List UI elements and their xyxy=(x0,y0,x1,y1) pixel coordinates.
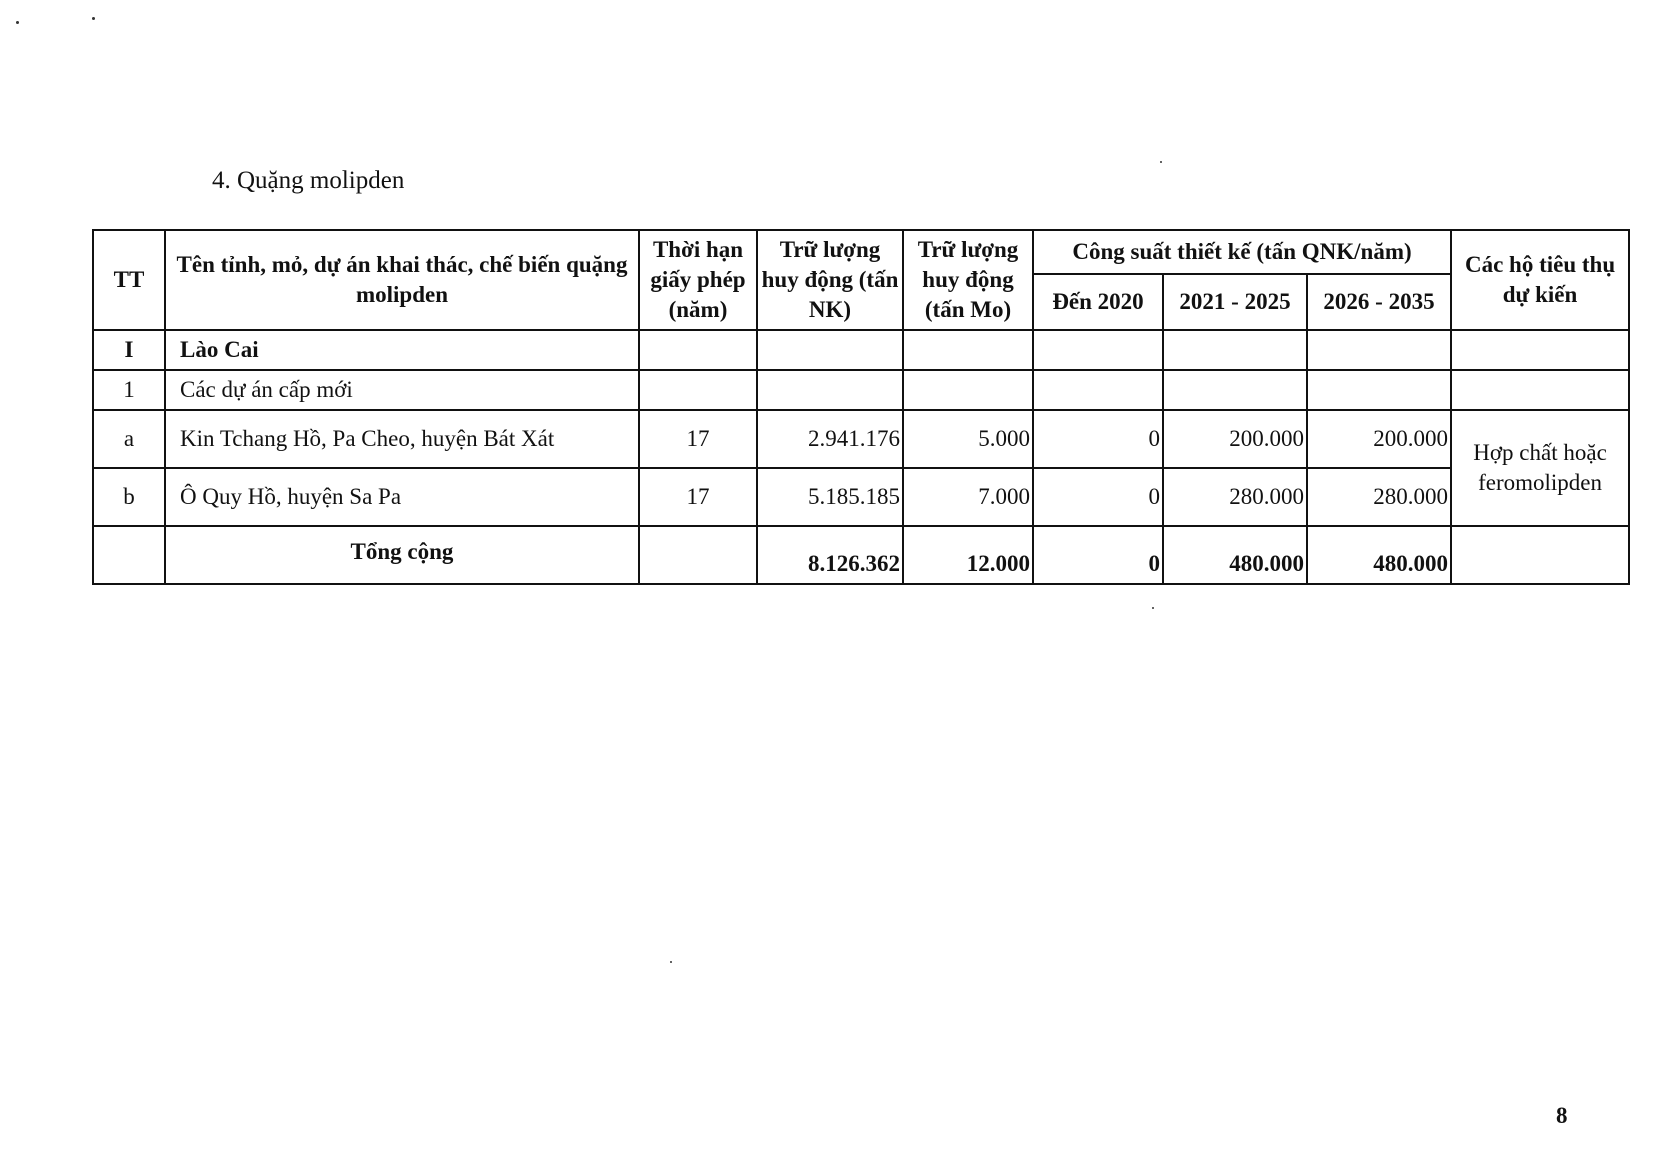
empty-cell xyxy=(639,526,757,584)
empty-cell xyxy=(1033,330,1163,370)
project-capacity-2020: 0 xyxy=(1033,468,1163,526)
empty-cell xyxy=(1163,370,1307,410)
scan-speck xyxy=(1152,607,1154,609)
project-license: 17 xyxy=(639,468,757,526)
project-capacity-2026-2035: 200.000 xyxy=(1307,410,1451,468)
group-tt: 1 xyxy=(93,370,165,410)
scan-speck xyxy=(92,17,95,20)
header-license: Thời hạn giấy phép (năm) xyxy=(639,230,757,330)
empty-cell xyxy=(1307,370,1451,410)
empty-cell xyxy=(1451,526,1629,584)
project-reserve-nk: 5.185.185 xyxy=(757,468,903,526)
project-capacity-2026-2035: 280.000 xyxy=(1307,468,1451,526)
total-label: Tổng cộng xyxy=(165,526,639,584)
table-row xyxy=(93,468,1629,526)
header-tt: TT xyxy=(93,230,165,330)
empty-cell xyxy=(639,370,757,410)
header-name: Tên tỉnh, mỏ, dự án khai thác, chế biến quặng molipden xyxy=(165,230,639,330)
molybdenum-table xyxy=(92,229,1630,585)
header-capacity-group: Công suất thiết kế (tấn QNK/năm) xyxy=(1033,230,1451,274)
header-row xyxy=(93,230,1629,274)
section-title: 4. Quặng molipden xyxy=(212,167,405,194)
project-tt: a xyxy=(93,410,165,468)
project-name: Kin Tchang Hồ, Pa Cheo, huyện Bát Xát xyxy=(165,410,639,468)
group-name: Các dự án cấp mới xyxy=(165,370,639,410)
empty-cell xyxy=(1451,330,1629,370)
province-name: Lào Cai xyxy=(165,330,639,370)
header-capacity-2026-2035: 2026 - 2035 xyxy=(1307,274,1451,330)
header-capacity-2021-2025: 2021 - 2025 xyxy=(1163,274,1307,330)
project-reserve-mo: 5.000 xyxy=(903,410,1033,468)
empty-cell xyxy=(1307,330,1451,370)
project-capacity-2020: 0 xyxy=(1033,410,1163,468)
total-capacity-2020: 0 xyxy=(1033,526,1163,584)
empty-cell xyxy=(1033,370,1163,410)
project-tt: b xyxy=(93,468,165,526)
empty-cell xyxy=(903,370,1033,410)
province-tt: I xyxy=(93,330,165,370)
empty-cell xyxy=(1163,330,1307,370)
total-row xyxy=(93,526,1629,584)
scan-speck xyxy=(670,961,672,963)
empty-cell xyxy=(93,526,165,584)
empty-cell xyxy=(903,330,1033,370)
empty-cell xyxy=(757,330,903,370)
header-reserve-nk: Trữ lượng huy động (tấn NK) xyxy=(757,230,903,330)
project-name: Ô Quy Hồ, huyện Sa Pa xyxy=(165,468,639,526)
group-row xyxy=(93,370,1629,410)
total-capacity-2026-2035: 480.000 xyxy=(1307,526,1451,584)
total-reserve-nk: 8.126.362 xyxy=(757,526,903,584)
empty-cell xyxy=(757,370,903,410)
scan-speck xyxy=(1160,161,1162,163)
province-row xyxy=(93,330,1629,370)
total-capacity-2021-2025: 480.000 xyxy=(1163,526,1307,584)
total-reserve-mo: 12.000 xyxy=(903,526,1033,584)
project-reserve-nk: 2.941.176 xyxy=(757,410,903,468)
empty-cell xyxy=(1451,370,1629,410)
header-capacity-2020: Đến 2020 xyxy=(1033,274,1163,330)
empty-cell xyxy=(639,330,757,370)
project-reserve-mo: 7.000 xyxy=(903,468,1033,526)
project-license: 17 xyxy=(639,410,757,468)
scan-speck xyxy=(16,21,19,24)
header-reserve-mo: Trữ lượng huy động (tấn Mo) xyxy=(903,230,1033,330)
header-consumers: Các hộ tiêu thụ dự kiến xyxy=(1451,230,1629,330)
page-number: 8 xyxy=(1556,1103,1568,1128)
project-capacity-2021-2025: 200.000 xyxy=(1163,410,1307,468)
table-row xyxy=(93,410,1629,468)
project-capacity-2021-2025: 280.000 xyxy=(1163,468,1307,526)
consumers-cell: Hợp chất hoặc feromolipden xyxy=(1451,410,1629,526)
